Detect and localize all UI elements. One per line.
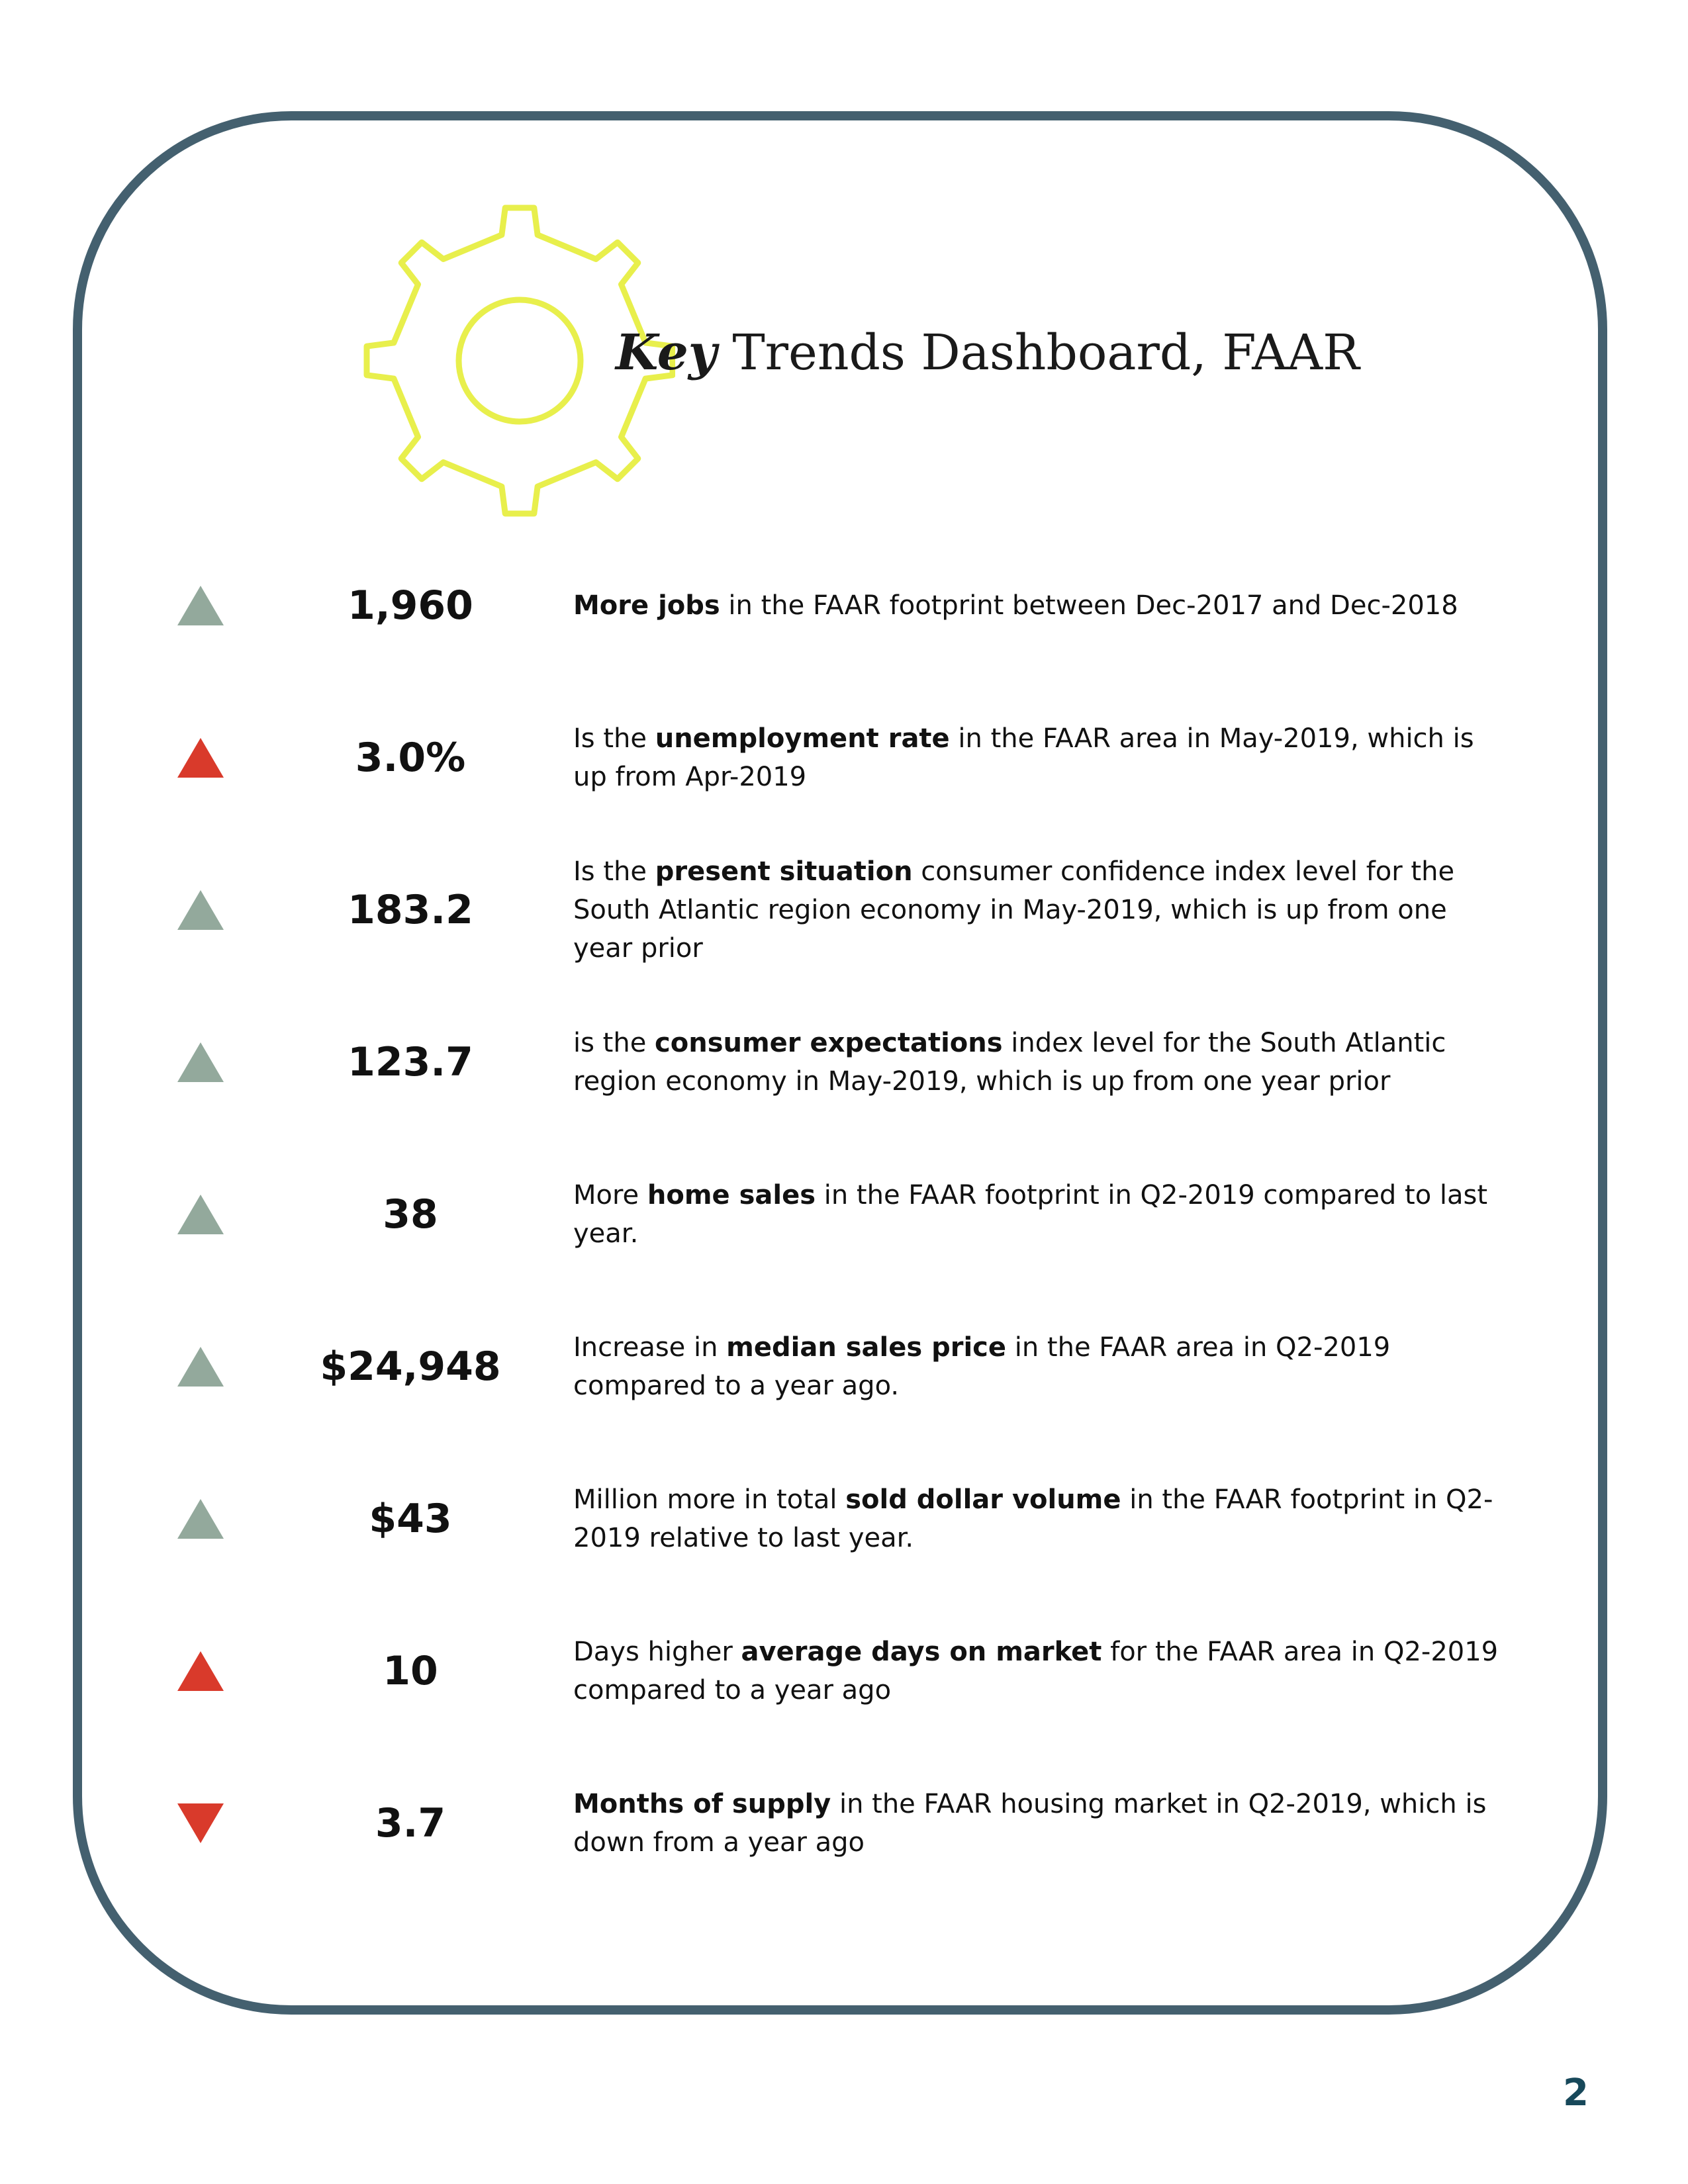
description-prefix: Increase in bbox=[573, 1332, 727, 1363]
triangle-up-icon bbox=[177, 586, 224, 625]
triangle-up-icon bbox=[177, 890, 224, 930]
description-highlight: More jobs bbox=[573, 590, 720, 621]
trend-value: 183.2 bbox=[348, 887, 473, 933]
triangle-up-icon bbox=[177, 1499, 224, 1539]
description-highlight: average days on market bbox=[741, 1637, 1102, 1667]
triangle-up-icon bbox=[177, 1651, 224, 1691]
trend-row bbox=[0, 1764, 1688, 1883]
description-highlight: Months of supply bbox=[573, 1789, 831, 1819]
description-suffix: for the FAAR area in Q2-2019 compared to a year ago bbox=[573, 1637, 1499, 1706]
trend-value: 38 bbox=[383, 1191, 438, 1238]
trend-value: 3.7 bbox=[375, 1800, 446, 1846]
trend-value: 123.7 bbox=[348, 1039, 473, 1085]
trend-description bbox=[573, 1328, 1513, 1405]
description-suffix: in the FAAR footprint between Dec-2017 and Dec-2018 bbox=[720, 590, 1458, 621]
description-suffix: in the FAAR area in Q2-2019 compared to a year ago. bbox=[573, 1332, 1391, 1401]
triangle-down-icon bbox=[177, 1803, 224, 1843]
description-prefix: Is the bbox=[573, 723, 655, 754]
trend-description bbox=[573, 1176, 1513, 1253]
description-suffix: index level for the South Atlantic region economy in May-2019, which is up from one year prior bbox=[573, 1028, 1446, 1097]
description-prefix: More bbox=[573, 1180, 647, 1210]
trend-row bbox=[0, 1003, 1688, 1122]
trend-row bbox=[0, 1459, 1688, 1578]
description-prefix: Days higher bbox=[573, 1637, 741, 1667]
page-title bbox=[616, 324, 1360, 381]
trend-value: 1,960 bbox=[348, 582, 473, 629]
description-highlight: unemployment rate bbox=[655, 723, 950, 754]
description-highlight: consumer expectations bbox=[655, 1028, 1003, 1058]
trend-row bbox=[0, 1155, 1688, 1274]
trend-row bbox=[0, 850, 1688, 970]
description-prefix: Million more in total bbox=[573, 1484, 846, 1515]
description-suffix: in the FAAR housing market in Q2-2019, which is down from a year ago bbox=[573, 1789, 1487, 1858]
trend-description bbox=[573, 1633, 1513, 1709]
triangle-up-icon bbox=[177, 1195, 224, 1234]
description-prefix: is the bbox=[573, 1028, 655, 1058]
triangle-up-icon bbox=[177, 1042, 224, 1082]
trend-description bbox=[573, 852, 1513, 968]
title-key: Key bbox=[616, 324, 717, 381]
trend-value: $43 bbox=[369, 1496, 452, 1542]
trend-description bbox=[573, 1480, 1513, 1557]
description-highlight: present situation bbox=[655, 856, 913, 887]
description-suffix: consumer confidence index level for the South Atlantic region economy in May-2019, which is up from one year prior bbox=[573, 856, 1455, 964]
trend-row bbox=[0, 1612, 1688, 1731]
trend-row bbox=[0, 546, 1688, 665]
triangle-up-icon bbox=[177, 738, 224, 778]
title-rest: Trends Dashboard, FAAR bbox=[732, 324, 1360, 381]
trend-row bbox=[0, 698, 1688, 817]
description-suffix: in the FAAR area in May-2019, which is up from Apr-2019 bbox=[573, 723, 1474, 792]
trend-row bbox=[0, 1307, 1688, 1426]
page-number: 2 bbox=[1563, 2071, 1589, 2115]
trend-description bbox=[573, 586, 1513, 625]
description-highlight: home sales bbox=[647, 1180, 816, 1210]
trend-description bbox=[573, 1024, 1513, 1101]
description-highlight: median sales price bbox=[726, 1332, 1007, 1363]
trend-description bbox=[573, 719, 1513, 796]
description-highlight: sold dollar volume bbox=[845, 1484, 1121, 1515]
description-prefix: Is the bbox=[573, 856, 655, 887]
trend-value: 10 bbox=[383, 1648, 438, 1694]
triangle-up-icon bbox=[177, 1347, 224, 1387]
trend-value: 3.0% bbox=[355, 735, 466, 781]
trend-value: $24,948 bbox=[320, 1343, 501, 1390]
trend-description bbox=[573, 1785, 1513, 1862]
description-suffix: in the FAAR footprint in Q2-2019 relative to last year. bbox=[573, 1484, 1493, 1553]
description-suffix: in the FAAR footprint in Q2-2019 compared to last year. bbox=[573, 1180, 1488, 1249]
